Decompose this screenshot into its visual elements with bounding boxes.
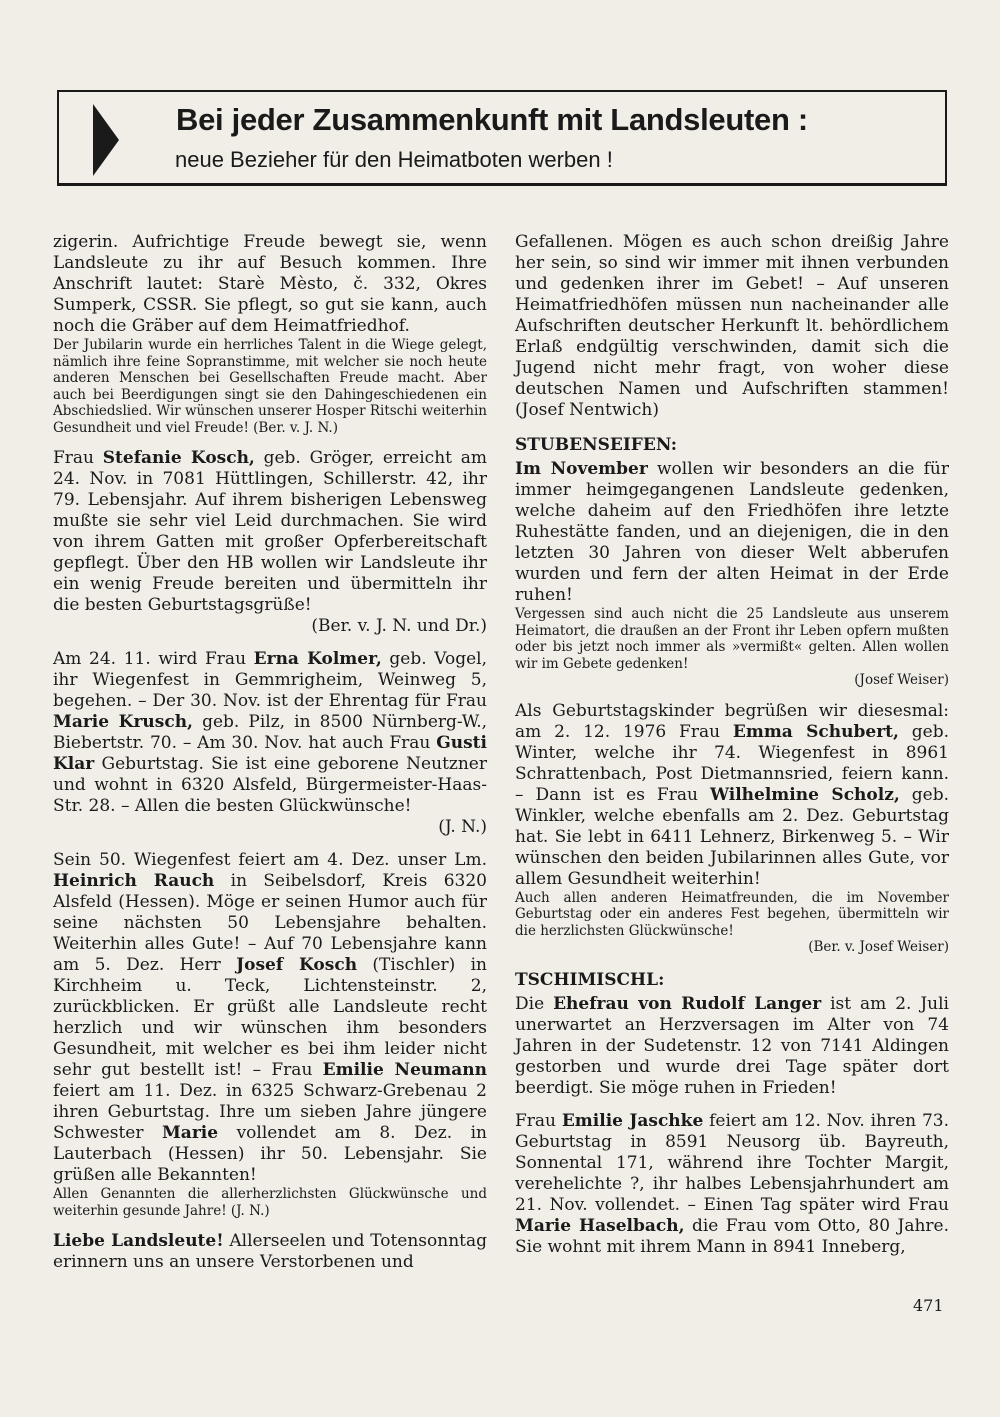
person-name: Emma Schubert, bbox=[732, 721, 899, 742]
section-heading: STUBENSEIFEN: bbox=[515, 435, 678, 455]
right-column bbox=[515, 232, 949, 1258]
paragraph: Im November wollen wir besonders an die für immer heimgegangenen Landsleute gedenken, welche daheim auf den Friedhöfen ihre letzte Ruhestätte fanden, und an diejenigen, die in den letzten 30 Jahren von dieser Welt abberufen wurden und fern der alten Heimat in der Erde ruhen! bbox=[515, 459, 949, 605]
person-name: Heinrich Rauch bbox=[53, 871, 215, 891]
small-note: Vergessen sind auch nicht die 25 Landsleute aus unserem Heimatort, die draußen an der Front ihr Leben opfern mußten oder bis jetzt noch immer als »vermißt« gelten. Allen wollen wir im Gebete gedenken! bbox=[515, 606, 949, 672]
person-name: Josef Kosch bbox=[236, 955, 358, 975]
credit: (J. N.) bbox=[438, 817, 487, 837]
lead-phrase: Im November bbox=[515, 459, 648, 479]
person-name: Emilie Jaschke bbox=[561, 1110, 704, 1131]
person-name: Marie Haselbach, bbox=[515, 1215, 685, 1236]
small-note: Auch allen anderen Heimatfreunden, die im November Geburtstag oder ein anderes Fest begehen, übermitteln wir die herzlichsten Glückwünsche! bbox=[515, 889, 949, 939]
paragraph: Sein 50. Wiegenfest feiert am 4. Dez. unser Lm. Heinrich Rauch in Seibelsdorf, Kreis 6320 Alsfeld (Hessen). Möge er seinen Humor auch für seine nächsten 50 Lebensjahre behalten. Weiterhin alles Gute! – Auf 70 Lebensjahre kann am 5. Dez. Herr Josef Kosch (Tischler) in Kirchheim u. Teck, Lichtensteinstr. 2, zurückblicken. Er grüßt alle Landsleute recht herzlich und wir wünschen ihm besonders Gesundheit, mit welcher es bei ihm leider nicht sehr gut bestellt ist! – Frau Emilie Neumann feiert am 11. Dez. in 6325 Schwarz-Grebenau 2 ihren Geburtstag. Ihre um sieben Jahre jüngere Schwester Marie vollendet am 8. Dez. in Lauterbach (Hessen) ihr 50. Lebensjahr. Sie grüßen alle Bekannten! bbox=[53, 850, 488, 1185]
person-name: Emilie Neumann bbox=[322, 1060, 487, 1080]
paragraph: zigerin. Aufrichtige Freude bewegt sie, wenn Landsleute zu ihr auf Besuch kommen. Ihre Anschrift lautet: Starè Mèsto, č. 332, Okres Sumperk, CSSR. Sie pflegt, so gut sie kann, auch noch die Gräber auf dem Heimatfriedhof. bbox=[53, 232, 487, 336]
person-name: Erna Kolmer, bbox=[253, 649, 382, 669]
credit: (Ber. v. J. N. und Dr.) bbox=[311, 616, 487, 636]
person-name: Wilhelmine Scholz, bbox=[709, 784, 900, 805]
person-name: Stefanie Kosch, bbox=[102, 448, 255, 468]
person-name: Marie bbox=[161, 1123, 219, 1143]
credit: (Josef Weiser) bbox=[854, 672, 949, 688]
banner-subtitle: neue Bezieher für den Heimatboten werben ! bbox=[175, 147, 613, 172]
person-name: Gusti Klar bbox=[53, 733, 487, 774]
paragraph: Als Geburtstagskinder begrüßen wir diesesmal: am 2. 12. 1976 Frau Emma Schubert, geb. Winter, welche ihr 74. Wiegenfest in 8961 Schrattenbach, Post Dietmannsried, feiern kann. – Dann ist es Frau Wilhelmine Scholz, geb. Winkler, welche ebenfalls am 2. Dez. Geburtstag hat. Sie lebt in 6411 Lehnerz, Birkenweg 5. – Wir wünschen den beiden Jubilarinnen alles Gute, vor allem Gesundheit weiterhin! bbox=[515, 700, 950, 889]
page-number: 471 bbox=[913, 1296, 944, 1315]
paragraph: Gefallenen. Mögen es auch schon dreißig Jahre her sein, so sind wir immer mit ihnen verbunden und gedenken ihrer im Gebet! – Auf unseren Heimatfriedhöfen müssen nun nacheinander alle Aufschriften deutscher Herkunft lt. behördlichem Erlaß endgültig verschwinden, damit sich die Jugend nicht mehr fragt, von woher diese deutschen Namen und Aufschriften stammen! (Josef Nentwich) bbox=[515, 232, 949, 420]
person-name: Ehefrau von Rudolf Langer bbox=[553, 993, 822, 1014]
triangle-arrow-icon bbox=[93, 104, 119, 176]
section-heading: TSCHIMISCHL: bbox=[515, 969, 665, 990]
left-column bbox=[53, 232, 487, 1273]
credit: (Ber. v. Josef Weiser) bbox=[808, 939, 949, 955]
paragraph: Frau Stefanie Kosch, geb. Gröger, erreicht am 24. Nov. in 7081 Hüttlingen, Schillerstr. 42, ihr 79. Lebensjahr. Auf ihrem bisherigen Lebensweg mußte sie sehr viel Leid durchmachen. Sie wird von ihrem Gatten mit großer Opferbereitschaft gepflegt. Über den HB wollen wir Landsleute ihr ein wenig Freude bereiten und übermitteln ihr die besten Geburtstagsgrüße! bbox=[53, 448, 487, 615]
lead-phrase: Liebe Landsleute! bbox=[53, 1231, 224, 1251]
paragraph: Frau Emilie Jaschke feiert am 12. Nov. ihren 73. Geburtstag in 8591 Neusorg üb. Bayreuth, Sonnental 171, während ihre Tochter Margit, verehelichte ?, ihr halbes Lebensjahrhundert am 21. Nov. vollendet. – Einen Tag später wird Frau Marie Haselbach, die Frau vom Otto, 80 Jahre. Sie wohnt mit ihrem Mann in 8941 Inneberg, bbox=[515, 1110, 949, 1257]
banner-box bbox=[57, 90, 947, 186]
paragraph: Die Ehefrau von Rudolf Langer ist am 2. Juli unerwartet an Herzversagen im Alter von 74 Jahren in der Sudetenstr. 12 von 7141 Aldingen gestorben und wurde drei Tage später dort beerdigt. Sie möge ruhen in Frieden! bbox=[515, 993, 949, 1098]
banner-title: Bei jeder Zusammenkunft mit Landsleuten : bbox=[176, 102, 808, 137]
small-note: Allen Genannten die allerherzlichsten Glückwünsche und weiterhin gesunde Jahre! (J. N.) bbox=[53, 1186, 487, 1219]
paragraph: Liebe Landsleute! Allerseelen und Totensonntag erinnern uns an unsere Verstorbenen und bbox=[53, 1231, 488, 1272]
paragraph: Am 24. 11. wird Frau Erna Kolmer, geb. Vogel, ihr Wiegenfest in Gemmrigheim, Weinweg 5, begehen. – Der 30. Nov. ist der Ehrentag für Frau Marie Krusch, geb. Pilz, in 8500 Nürnberg-W., Biebertstr. 70. – Am 30. Nov. hat auch Frau Gusti Klar Geburtstag. Sie ist eine geborene Neutzner und wohnt in 6320 Alsfeld, Bürgermeister-Haas-Str. 28. – Allen die besten Glückwünsche! bbox=[53, 649, 488, 816]
small-note: Der Jubilarin wurde ein herrliches Talent in die Wiege gelegt, nämlich ihre feine Sopranstimme, mit welcher sie noch heute anderen Menschen bei Gesellschaften Freude macht. Aber auch bei Beerdigungen singt sie den Dahingeschiedenen ein Abschiedslied. Wir wünschen unserer Hosper Ritschi weiterhin Gesundheit und viel Freude! (Ber. v. J. N.) bbox=[53, 337, 487, 436]
person-name: Marie Krusch, bbox=[53, 712, 193, 732]
